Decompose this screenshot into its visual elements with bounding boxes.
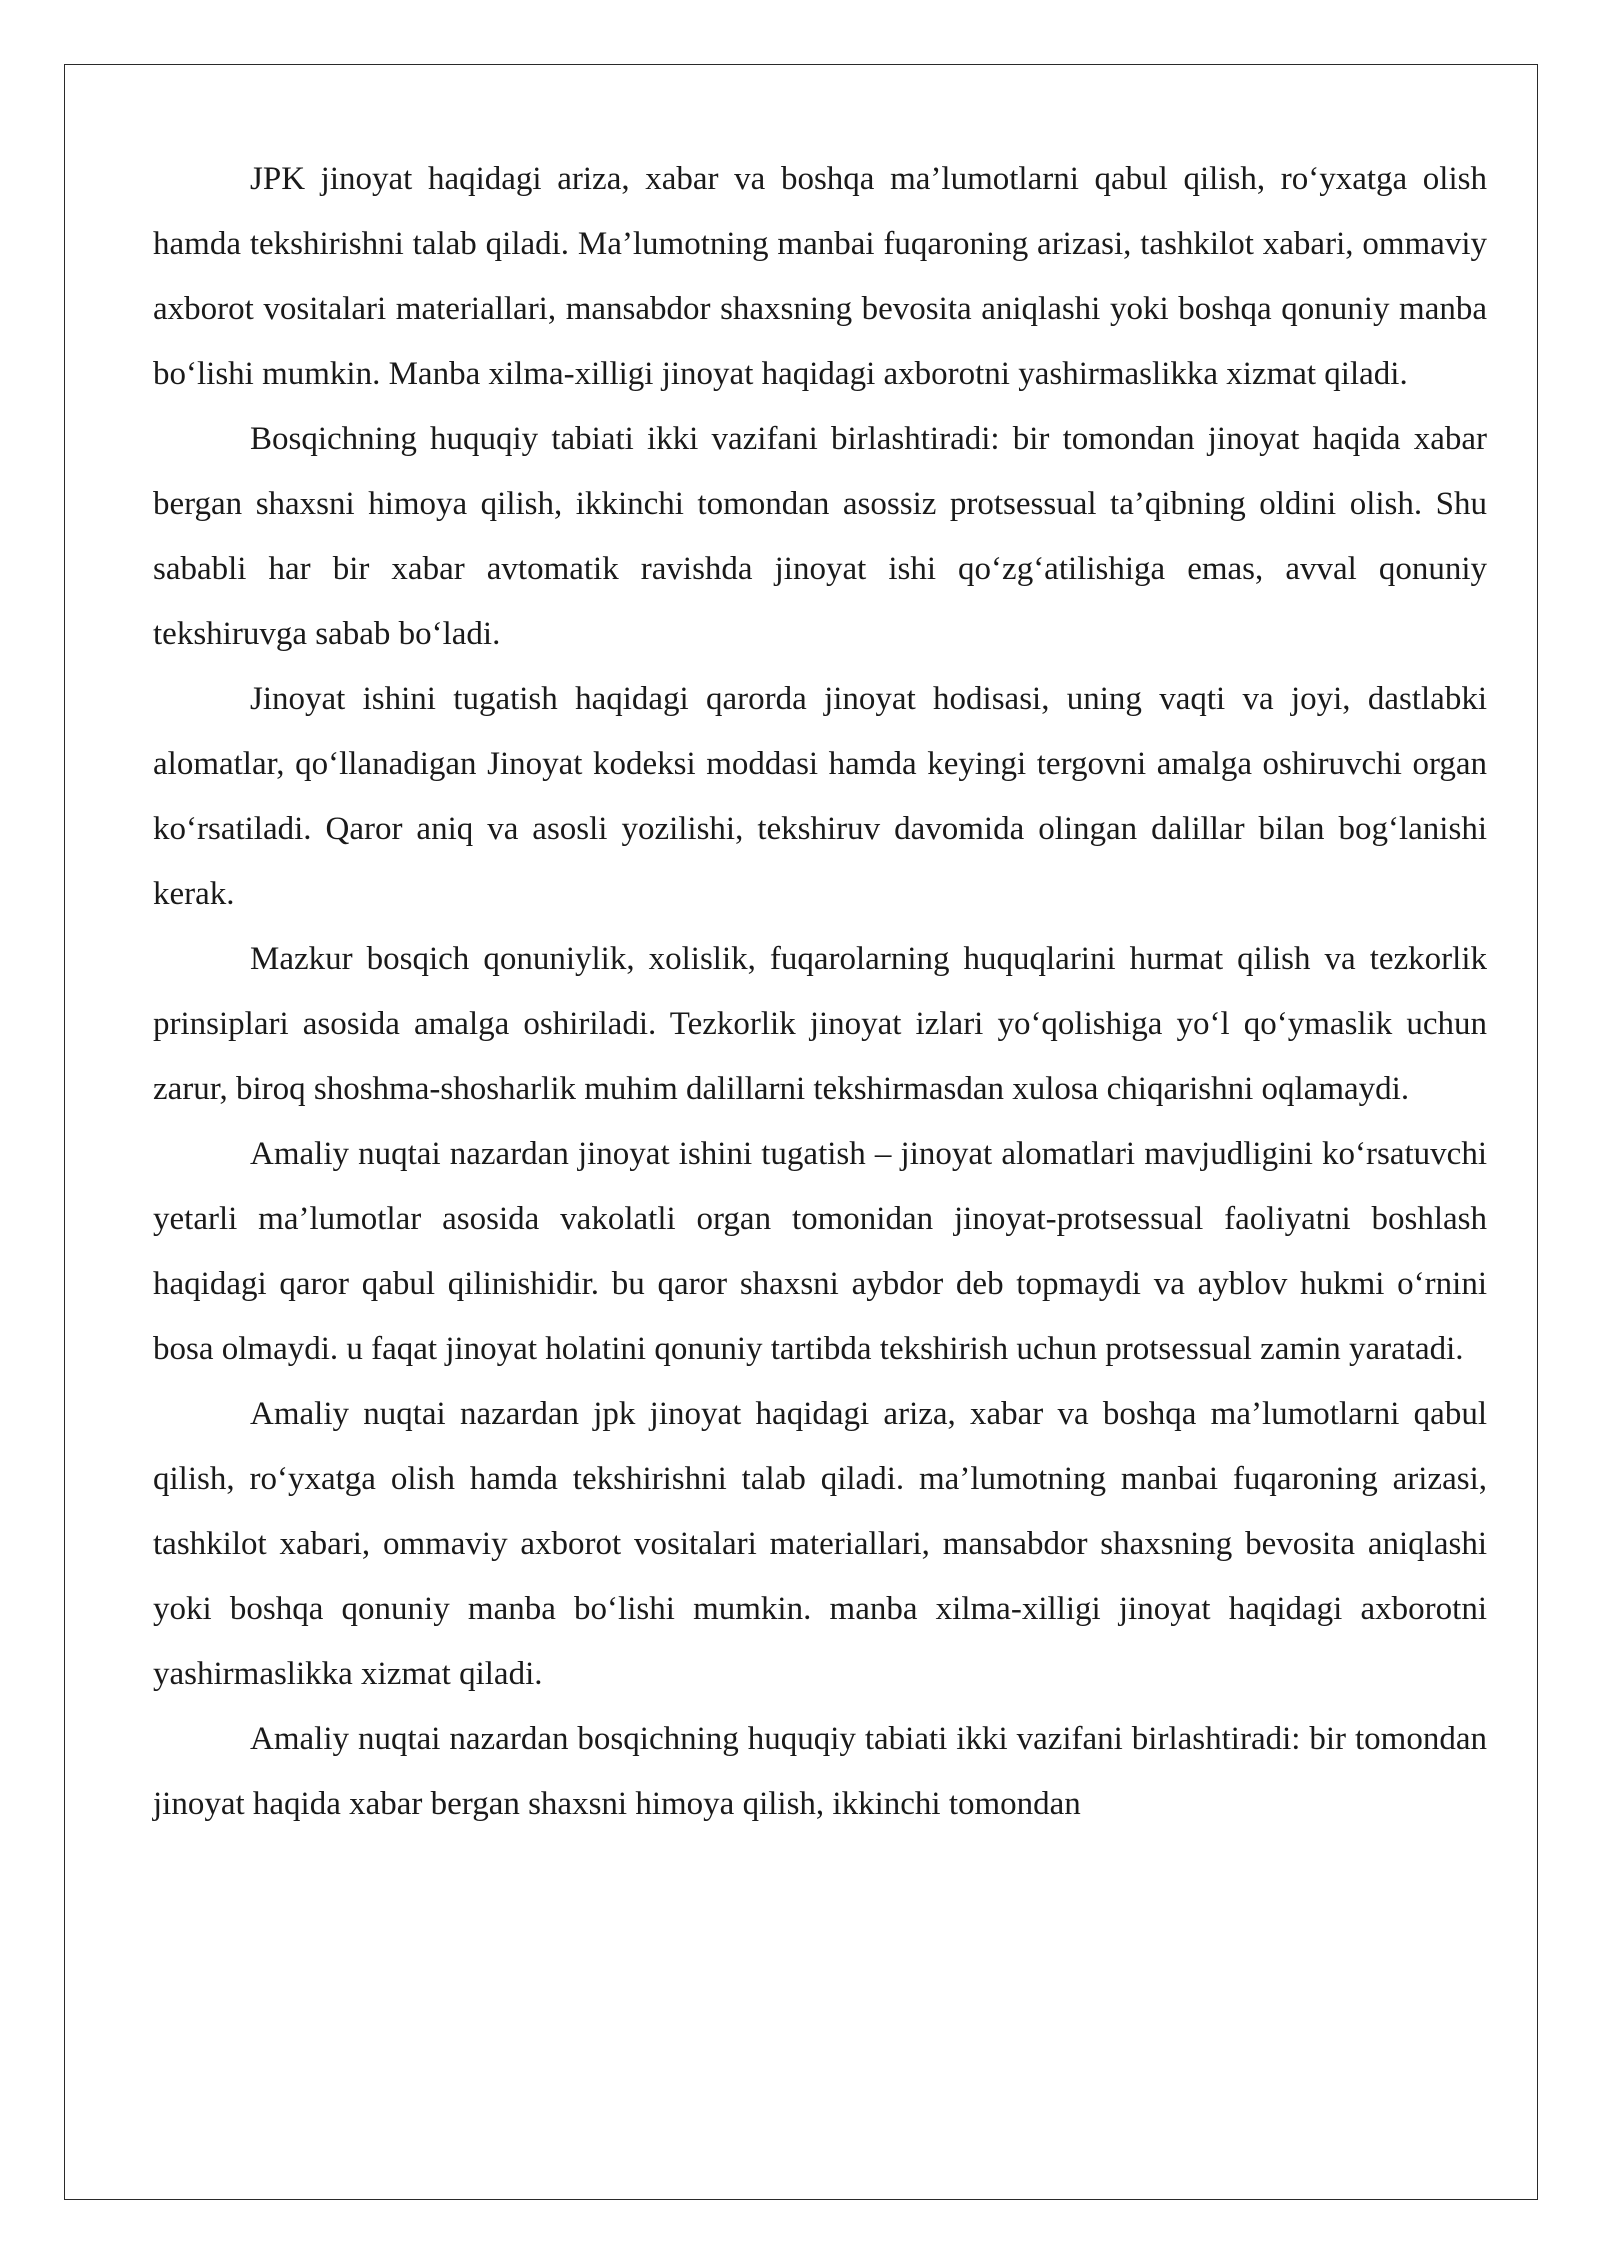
paragraph: Jinoyat ishini tugatish haqidagi qarorda jinoyat hodisasi, uning vaqti va joyi, dastlabki alomatlar, qo‘llanadigan Jinoyat kodeksi moddasi hamda keyingi tergovni amalga oshiruvchi organ ko‘rsatiladi. Qaror aniq va asosli yozilishi, tekshiruv davomida olingan dalillar bilan bog‘lanishi kerak. xyxy=(153,681,1487,912)
paragraph: Amaliy nuqtai nazardan bosqichning huquqiy tabiati ikki vazifani birlashtiradi: bir tomondan jinoyat haqida xabar bergan shaxsni himoya qilish, ikkinchi tomondan xyxy=(153,1721,1487,1822)
paragraph: Amaliy nuqtai nazardan jinoyat ishini tugatish – jinoyat alomatlari mavjudligini ko‘rsatuvchi yetarli ma’lumotlar asosida vakolatli organ tomonidan jinoyat-protsessual faoliyatni boshlash haqidagi qaror qabul qilinishidir. bu qaror shaxsni aybdor deb topmaydi va ayblov hukmi o‘rnini bosa olmaydi. u faqat jinoyat holatini qonuniy tartibda tekshirish uchun protsessual zamin yaratadi. xyxy=(153,1136,1487,1367)
paragraph: Bosqichning huquqiy tabiati ikki vazifani birlashtiradi: bir tomondan jinoyat haqida xabar bergan shaxsni himoya qilish, ikkinchi tomondan asossiz protsessual ta’qibning oldini olish. Shu sababli har bir xabar avtomatik ravishda jinoyat ishi qo‘zg‘atilishiga emas, avval qonuniy tekshiruvga sabab bo‘ladi. xyxy=(153,421,1487,652)
paragraph: JPK jinoyat haqidagi ariza, xabar va boshqa ma’lumotlarni qabul qilish, ro‘yxatga olish hamda tekshirishni talab qiladi. Ma’lumotning manbai fuqaroning arizasi, tashkilot xabari, ommaviy axborot vositalari materiallari, mansabdor shaxsning bevosita aniqlashi yoki boshqa qonuniy manba bo‘lishi mumkin. Manba xilma-xilligi jinoyat haqidagi axborotni yashirmaslikka xizmat qiladi. xyxy=(153,161,1487,392)
paragraph: Amaliy nuqtai nazardan jpk jinoyat haqidagi ariza, xabar va boshqa ma’lumotlarni qabul qilish, ro‘yxatga olish hamda tekshirishni talab qiladi. ma’lumotning manbai fuqaroning arizasi, tashkilot xabari, ommaviy axborot vositalari materiallari, mansabdor shaxsning bevosita aniqlashi yoki boshqa qonuniy manba bo‘lishi mumkin. manba xilma-xilligi jinoyat haqidagi axborotni yashirmaslikka xizmat qiladi. xyxy=(153,1396,1487,1692)
document-body xyxy=(153,147,1487,1837)
paragraph: Mazkur bosqich qonuniylik, xolislik, fuqarolarning huquqlarini hurmat qilish va tezkorlik prinsiplari asosida amalga oshiriladi. Tezkorlik jinoyat izlari yo‘qolishiga yo‘l qo‘ymaslik uchun zarur, biroq shoshma-shosharlik muhim dalillarni tekshirmasdan xulosa chiqarishni oqlamaydi. xyxy=(153,941,1487,1107)
